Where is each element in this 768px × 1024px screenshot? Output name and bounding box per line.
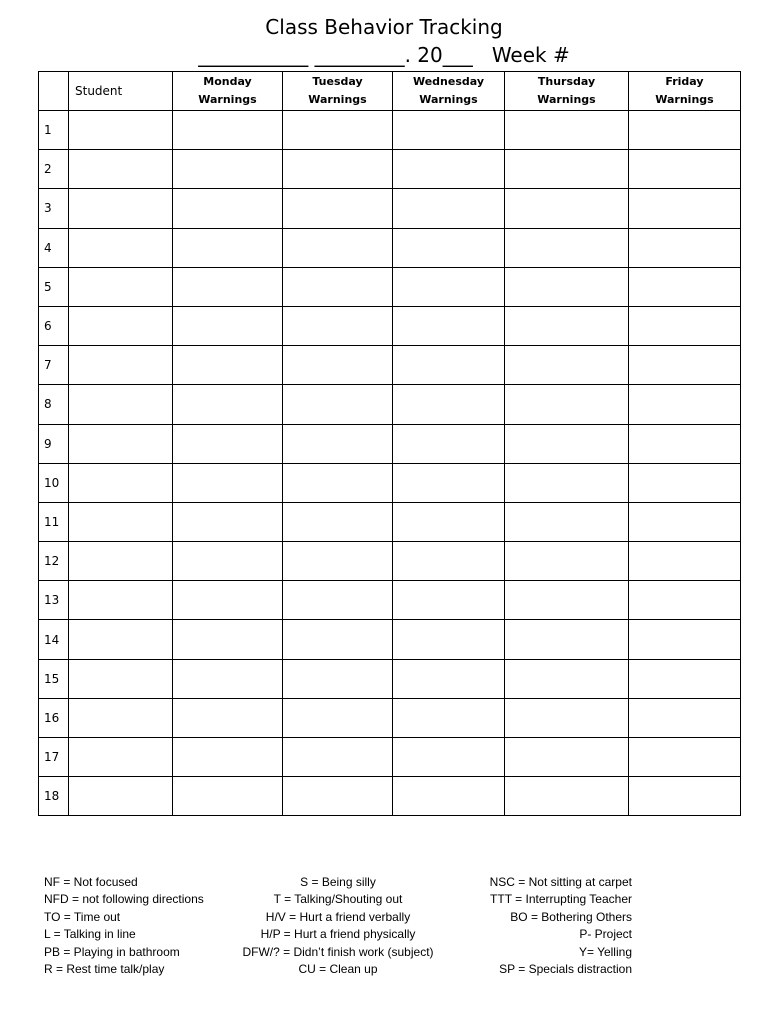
warnings-cell-thursday[interactable] (505, 738, 629, 777)
legend-column-2 (232, 874, 444, 978)
warnings-cell-monday[interactable] (173, 581, 283, 620)
warnings-cell-monday[interactable] (173, 150, 283, 189)
warnings-cell-monday[interactable] (173, 542, 283, 581)
day-header-wednesday (393, 72, 505, 111)
student-name-cell[interactable] (69, 698, 173, 737)
legend-item: NSC = Not sitting at carpet (489, 875, 632, 889)
warnings-cell-monday[interactable] (173, 463, 283, 502)
legend-item: T = Talking/Shouting out (273, 892, 403, 907)
warnings-cell-wednesday[interactable] (393, 228, 505, 267)
row-number: 10 (39, 463, 69, 502)
legend-item: NFD = not following directions (44, 892, 204, 907)
row-number: 2 (39, 150, 69, 189)
day-sub: Warnings (537, 93, 596, 106)
warnings-cell-monday[interactable] (173, 346, 283, 385)
student-name-cell[interactable] (69, 150, 173, 189)
warnings-cell-thursday[interactable] (505, 228, 629, 267)
legend-item: BO = Bothering Others (510, 909, 632, 924)
day-header-monday (173, 72, 283, 111)
student-name-cell[interactable] (69, 306, 173, 345)
number-header (39, 72, 69, 111)
warnings-cell-tuesday[interactable] (283, 150, 393, 189)
day-name: Friday (665, 75, 704, 88)
page-title: Class Behavior Tracking (265, 15, 503, 39)
warnings-cell-thursday[interactable] (505, 659, 629, 698)
day-header-thursday (505, 72, 629, 111)
warnings-cell-monday[interactable] (173, 777, 283, 816)
row-number: 4 (39, 228, 69, 267)
legend-item: Y= Yelling (578, 944, 632, 959)
warnings-cell-wednesday[interactable] (393, 581, 505, 620)
legend-item: L = Talking in line (44, 927, 136, 942)
day-sub: Warnings (655, 93, 714, 106)
warnings-cell-friday[interactable] (629, 189, 741, 228)
warnings-cell-tuesday[interactable] (283, 738, 393, 777)
day-sub: Warnings (308, 93, 367, 106)
behavior-table (38, 71, 741, 816)
warnings-cell-friday[interactable] (629, 738, 741, 777)
table-row (39, 306, 741, 345)
warnings-cell-friday[interactable] (629, 228, 741, 267)
warnings-cell-wednesday[interactable] (393, 738, 505, 777)
warnings-cell-monday[interactable] (173, 424, 283, 463)
warnings-cell-wednesday[interactable] (393, 698, 505, 737)
legend-column-1 (44, 874, 204, 978)
table-row (39, 228, 741, 267)
warnings-cell-tuesday[interactable] (283, 463, 393, 502)
row-number: 14 (39, 620, 69, 659)
student-name-cell[interactable] (69, 385, 173, 424)
warnings-cell-tuesday[interactable] (283, 424, 393, 463)
row-number: 13 (39, 581, 69, 620)
warnings-cell-friday[interactable] (629, 385, 741, 424)
warnings-cell-tuesday[interactable] (283, 346, 393, 385)
warnings-cell-monday[interactable] (173, 659, 283, 698)
table-row (39, 111, 741, 150)
warnings-cell-friday[interactable] (629, 267, 741, 306)
warnings-cell-thursday[interactable] (505, 306, 629, 345)
legend-item: TTT = Interrupting Teacher (490, 892, 632, 907)
table-row (39, 777, 741, 816)
table-row (39, 346, 741, 385)
warnings-cell-monday[interactable] (173, 502, 283, 541)
table-row (39, 424, 741, 463)
row-number: 15 (39, 659, 69, 698)
legend-item: DFW/? = Didn’t finish work (subject) (242, 944, 434, 959)
warnings-cell-wednesday[interactable] (393, 777, 505, 816)
row-number: 16 (39, 698, 69, 737)
warnings-cell-wednesday[interactable] (393, 424, 505, 463)
student-name-cell[interactable] (69, 346, 173, 385)
student-name-cell[interactable] (69, 738, 173, 777)
warnings-cell-monday[interactable] (173, 189, 283, 228)
warnings-cell-tuesday[interactable] (283, 620, 393, 659)
warnings-cell-friday[interactable] (629, 620, 741, 659)
student-name-cell[interactable] (69, 111, 173, 150)
table-row (39, 542, 741, 581)
day-name: Thursday (537, 75, 596, 88)
warnings-cell-monday[interactable] (173, 738, 283, 777)
warnings-cell-monday[interactable] (173, 306, 283, 345)
student-header: Student (69, 72, 173, 111)
legend-item: TO = Time out (44, 909, 121, 924)
student-name-cell[interactable] (69, 659, 173, 698)
legend-item: P- Project (579, 927, 632, 942)
row-number: 6 (39, 306, 69, 345)
warnings-cell-thursday[interactable] (505, 346, 629, 385)
warnings-cell-friday[interactable] (629, 463, 741, 502)
warnings-cell-friday[interactable] (629, 346, 741, 385)
warnings-cell-tuesday[interactable] (283, 111, 393, 150)
header-row (39, 72, 741, 111)
student-name-cell[interactable] (69, 463, 173, 502)
warnings-cell-thursday[interactable] (505, 385, 629, 424)
warnings-cell-wednesday[interactable] (393, 463, 505, 502)
legend-column-3 (490, 874, 632, 978)
warnings-cell-thursday[interactable] (505, 267, 629, 306)
student-name-cell[interactable] (69, 502, 173, 541)
date-week-line: ___________ _________. 20___ Week # (198, 43, 570, 67)
legend-item: NF = Not focused (44, 875, 138, 889)
warnings-cell-monday[interactable] (173, 698, 283, 737)
warnings-cell-tuesday[interactable] (283, 698, 393, 737)
table-row (39, 581, 741, 620)
legend-item: S = Being silly (300, 875, 376, 889)
legend-item: SP = Specials distraction (499, 962, 632, 977)
table-body (39, 111, 741, 816)
warnings-cell-tuesday[interactable] (283, 777, 393, 816)
day-name: Monday (203, 75, 252, 88)
warnings-cell-thursday[interactable] (505, 189, 629, 228)
student-name-cell[interactable] (69, 424, 173, 463)
legend-item: H/V = Hurt a friend verbally (265, 909, 411, 924)
warnings-cell-monday[interactable] (173, 267, 283, 306)
row-number: 7 (39, 346, 69, 385)
warnings-cell-friday[interactable] (629, 111, 741, 150)
day-sub: Warnings (419, 93, 478, 106)
legend-item: H/P = Hurt a friend physically (260, 927, 416, 942)
warnings-cell-friday[interactable] (629, 659, 741, 698)
warnings-cell-thursday[interactable] (505, 581, 629, 620)
student-name-cell[interactable] (69, 581, 173, 620)
warnings-cell-tuesday[interactable] (283, 659, 393, 698)
table-row (39, 738, 741, 777)
warnings-cell-tuesday[interactable] (283, 189, 393, 228)
day-header-friday (629, 72, 741, 111)
warnings-cell-wednesday[interactable] (393, 189, 505, 228)
table-row (39, 620, 741, 659)
warnings-cell-friday[interactable] (629, 502, 741, 541)
student-name-cell[interactable] (69, 267, 173, 306)
warnings-cell-wednesday[interactable] (393, 267, 505, 306)
table-row (39, 698, 741, 737)
warnings-cell-thursday[interactable] (505, 424, 629, 463)
warnings-cell-wednesday[interactable] (393, 111, 505, 150)
row-number: 11 (39, 502, 69, 541)
warnings-cell-monday[interactable] (173, 111, 283, 150)
table-row (39, 502, 741, 541)
warnings-cell-wednesday[interactable] (393, 150, 505, 189)
warnings-cell-wednesday[interactable] (393, 620, 505, 659)
warnings-cell-tuesday[interactable] (283, 385, 393, 424)
warnings-cell-wednesday[interactable] (393, 385, 505, 424)
legend-item: CU = Clean up (298, 962, 378, 977)
student-name-cell[interactable] (69, 620, 173, 659)
table-row (39, 150, 741, 189)
legend-item: R = Rest time talk/play (44, 962, 165, 977)
row-number: 12 (39, 542, 69, 581)
warnings-cell-thursday[interactable] (505, 502, 629, 541)
warnings-cell-friday[interactable] (629, 542, 741, 581)
warnings-cell-thursday[interactable] (505, 542, 629, 581)
warnings-cell-friday[interactable] (629, 581, 741, 620)
day-sub: Warnings (198, 93, 257, 106)
day-name: Wednesday (412, 75, 485, 88)
warnings-cell-tuesday[interactable] (283, 542, 393, 581)
warnings-cell-wednesday[interactable] (393, 346, 505, 385)
warnings-cell-tuesday[interactable] (283, 228, 393, 267)
warnings-cell-thursday[interactable] (505, 698, 629, 737)
warnings-cell-wednesday[interactable] (393, 542, 505, 581)
warnings-cell-tuesday[interactable] (283, 267, 393, 306)
row-number: 18 (39, 777, 69, 816)
warnings-cell-thursday[interactable] (505, 777, 629, 816)
warnings-cell-thursday[interactable] (505, 620, 629, 659)
student-name-cell[interactable] (69, 189, 173, 228)
warnings-cell-monday[interactable] (173, 228, 283, 267)
day-name: Tuesday (312, 75, 363, 88)
table-row (39, 189, 741, 228)
warnings-cell-friday[interactable] (629, 777, 741, 816)
warnings-cell-wednesday[interactable] (393, 502, 505, 541)
warnings-cell-wednesday[interactable] (393, 306, 505, 345)
warnings-cell-thursday[interactable] (505, 111, 629, 150)
warnings-cell-tuesday[interactable] (283, 502, 393, 541)
day-header-tuesday (283, 72, 393, 111)
warnings-cell-monday[interactable] (173, 620, 283, 659)
warnings-cell-thursday[interactable] (505, 150, 629, 189)
row-number: 3 (39, 189, 69, 228)
legend-item: PB = Playing in bathroom (44, 944, 180, 959)
student-name-cell[interactable] (69, 542, 173, 581)
table-row (39, 385, 741, 424)
table-row (39, 659, 741, 698)
row-number: 5 (39, 267, 69, 306)
warnings-cell-friday[interactable] (629, 424, 741, 463)
table-row (39, 267, 741, 306)
warnings-cell-friday[interactable] (629, 150, 741, 189)
warnings-cell-friday[interactable] (629, 698, 741, 737)
row-number: 8 (39, 385, 69, 424)
warnings-cell-tuesday[interactable] (283, 306, 393, 345)
student-name-cell[interactable] (69, 777, 173, 816)
warnings-cell-wednesday[interactable] (393, 659, 505, 698)
row-number: 17 (39, 738, 69, 777)
student-name-cell[interactable] (69, 228, 173, 267)
table-row (39, 463, 741, 502)
row-number: 1 (39, 111, 69, 150)
warnings-cell-friday[interactable] (629, 306, 741, 345)
warnings-cell-tuesday[interactable] (283, 581, 393, 620)
row-number: 9 (39, 424, 69, 463)
warnings-cell-monday[interactable] (173, 385, 283, 424)
warnings-cell-thursday[interactable] (505, 463, 629, 502)
